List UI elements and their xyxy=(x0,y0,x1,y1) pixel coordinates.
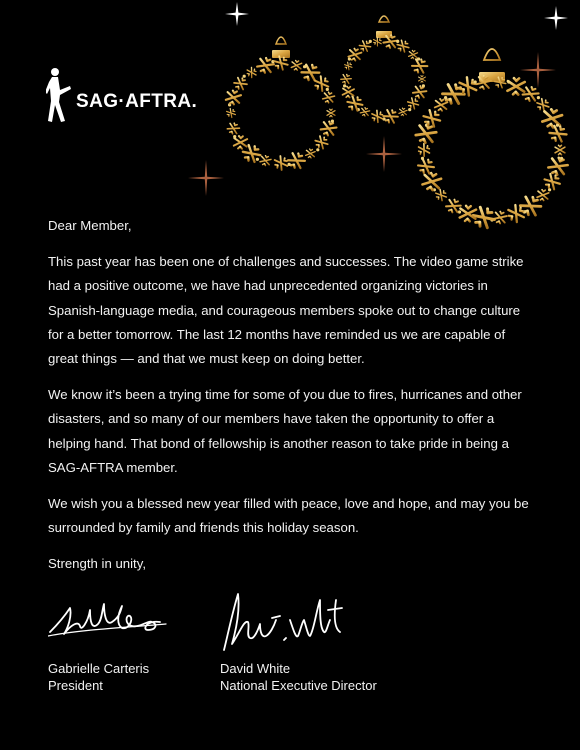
snowflake-ornament-icon xyxy=(521,84,540,104)
ornament-dot xyxy=(348,57,351,60)
snowflake-ornament-icon xyxy=(542,171,563,192)
logo-text: SAG·AFTRA. xyxy=(76,91,198,112)
signatures xyxy=(48,580,538,700)
letter-body xyxy=(48,214,538,589)
signer-title: President xyxy=(48,678,103,693)
paragraph-1: This past year has been one of challenges and successes. The video game strike had a positive outcome, we have had unprecedented organizing victories in Spanish-language media, and courageous members spoke out to change culture for a better tomorrow. The last 12 months have reminded us we are capable of great things — and that we must keep on doing better. xyxy=(48,254,524,367)
snowflake-ornament-icon xyxy=(286,150,307,172)
snowflake-ornament-icon xyxy=(313,134,330,151)
snowflake-ornament-icon xyxy=(419,75,426,83)
sag-aftra-logo xyxy=(46,66,197,124)
snowflake-ornament-icon xyxy=(245,66,258,79)
snowflake-ornament-icon xyxy=(272,154,290,172)
ornament-dot xyxy=(233,135,236,138)
closing: Strength in unity, xyxy=(48,556,146,572)
snowflake-ornament-icon xyxy=(360,106,371,118)
snowflake-ornament-icon xyxy=(225,88,242,107)
snowflake-ornament-icon xyxy=(305,148,315,159)
snowflake-ornament-icon xyxy=(319,119,338,139)
snowflake-ornament-icon xyxy=(256,55,276,76)
sparkle-icon xyxy=(366,136,402,172)
ornament-dot xyxy=(408,108,411,111)
ornament-dot xyxy=(421,157,424,160)
ornament-dot xyxy=(474,80,477,83)
ornament-dot xyxy=(548,188,551,191)
snowflake-ornament-icon xyxy=(412,83,428,100)
greeting: Dear Member, xyxy=(48,218,132,233)
signature-gabrielle-carteris xyxy=(48,580,178,660)
snowflake-ornament-icon xyxy=(226,121,241,137)
ornament-dot xyxy=(556,124,559,127)
ornament-dot xyxy=(256,158,259,161)
snowflake-ornament-icon xyxy=(343,61,353,71)
snowflake-ornament-icon xyxy=(225,107,237,119)
ornament-dot xyxy=(537,96,540,99)
ornament-ring-right xyxy=(414,74,570,232)
ornament-dot xyxy=(243,75,246,78)
snowflake-ornament-icon xyxy=(322,90,336,105)
snowflake-ornament-icon xyxy=(555,144,565,155)
signer-name: Gabrielle Carteris xyxy=(48,661,150,676)
signer-name: David White xyxy=(220,661,291,676)
snowflake-ornament-icon xyxy=(291,59,302,71)
ornament-dot xyxy=(316,148,319,151)
snowflake-ornament-icon xyxy=(507,76,525,96)
signature-david-white xyxy=(220,580,350,660)
snowflake-ornament-icon xyxy=(416,142,432,158)
snowflake-ornament-icon xyxy=(408,49,418,60)
ornament-dot xyxy=(326,88,329,91)
ornament-dot xyxy=(396,40,399,43)
ornament-ring-middle xyxy=(340,33,430,126)
snowflake-ornament-icon xyxy=(327,108,335,117)
snowflake-ornament-icon xyxy=(299,61,321,84)
figure-logo-icon xyxy=(46,66,72,124)
snowflake-ornament-icon xyxy=(381,107,399,126)
sparkle-icon xyxy=(544,6,568,30)
signer-president xyxy=(48,580,178,694)
sparkle-icon xyxy=(225,2,249,26)
paragraph-2: We know it’s been a trying time for some of you due to fires, hurricanes and other disasters, and so many of our members have taken the opportunity to offer a helping hand. That bond of fellowship is another reason to take pride in being a SAG-AFTRA member. xyxy=(48,387,522,475)
ornament-ring-left xyxy=(225,54,338,172)
ornament-dot xyxy=(343,84,346,87)
paragraph-3: We wish you a blessed new year filled with peace, love and hope, and may you be surrounded by family and friends this holiday season. xyxy=(48,496,529,536)
sparkle-icon xyxy=(188,160,224,196)
signer-title: National Executive Director xyxy=(220,678,377,693)
snowflake-ornament-icon xyxy=(535,97,552,113)
snowflake-ornament-icon xyxy=(340,72,353,85)
snowflake-ornament-icon xyxy=(399,107,408,117)
ornament-dot xyxy=(369,40,372,43)
signer-executive-director xyxy=(220,580,377,694)
